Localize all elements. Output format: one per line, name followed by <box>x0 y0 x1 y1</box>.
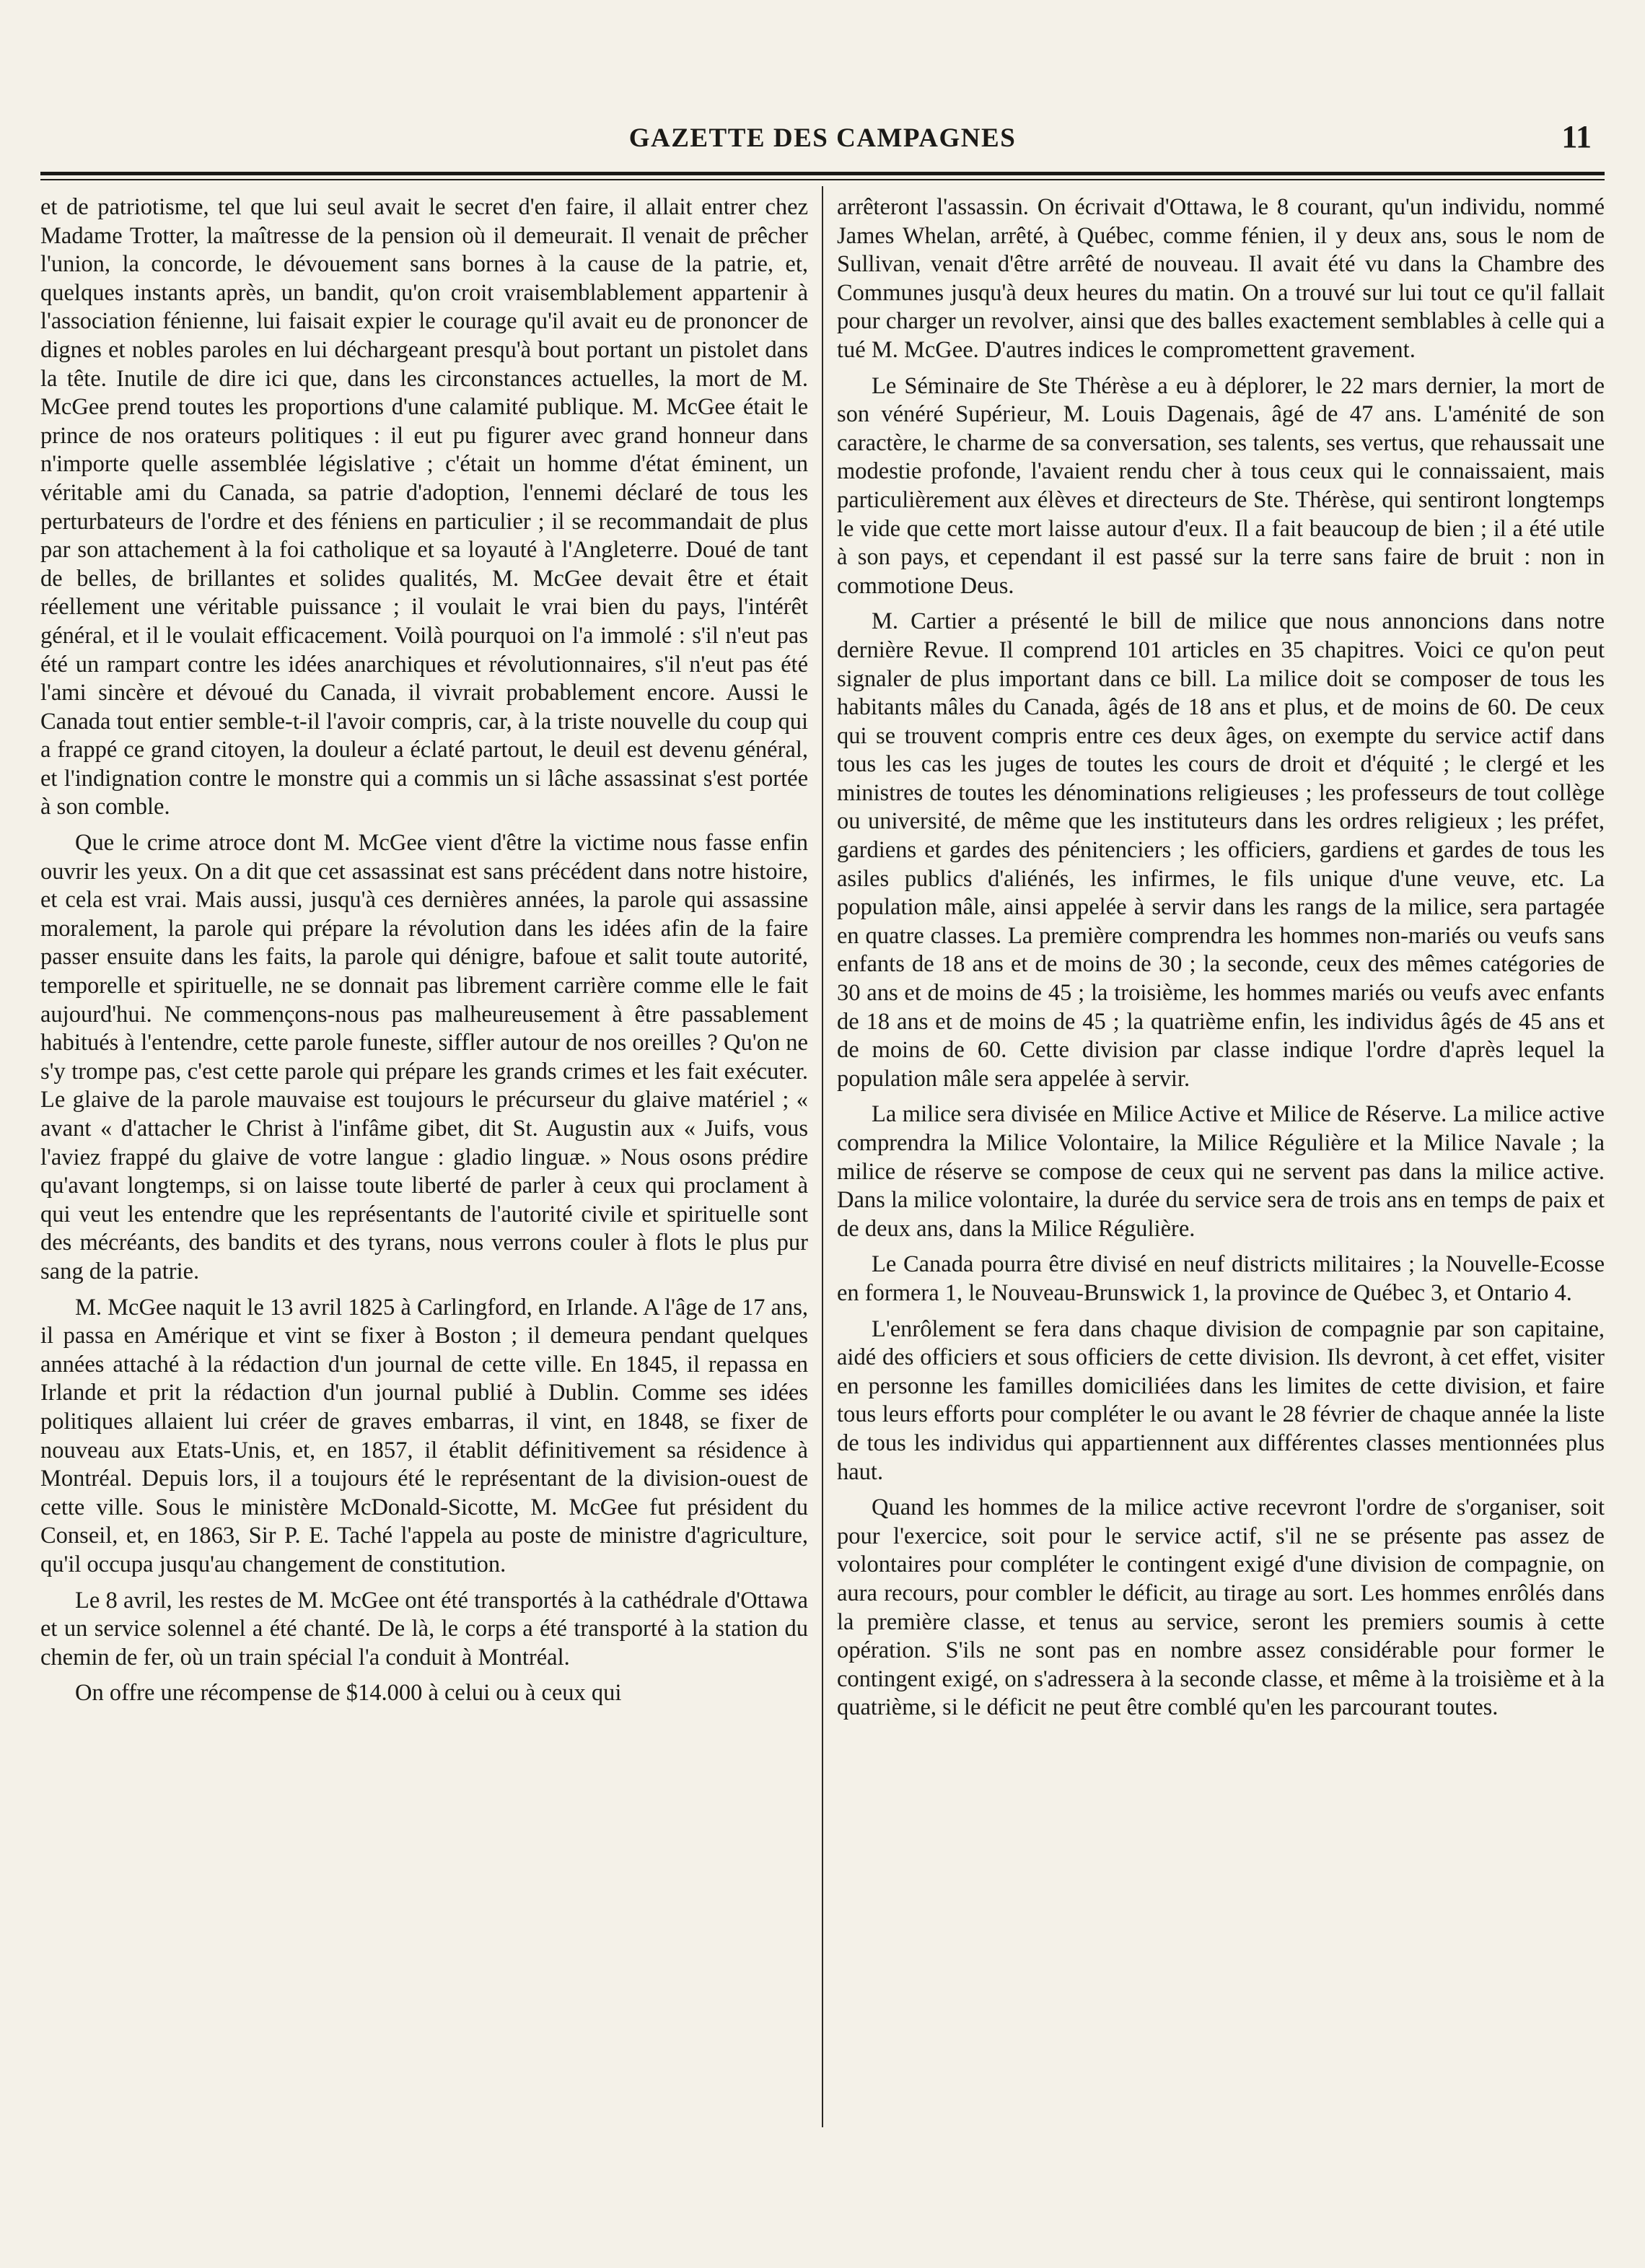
paragraph: Le Séminaire de Ste Thérèse a eu à déplorer, le 22 mars dernier, la mort de son vénéré Supérieur, M. Louis Dagenais, âgé de 47 ans. L'aménité de son caractère, le charme de sa conversation, ses talents, ses vertus, que rehaussait une modestie profonde, l'avaient rendu cher à tous ceux qui le connaissaient, mais particulièrement aux élèves et directeurs de Ste. Thérèse, qui sentiront longtemps le vide que cette mort laisse autour d'eux. Il a fait beaucoup de bien ; il a été utile à son pays, et cependant il est passé sur la terre sans faire de bruit : non in commotione Deus. <box>837 372 1605 599</box>
paragraph: M. Cartier a présenté le bill de milice que nous annoncions dans notre dernière Revue. Il comprend 101 articles en 35 chapitres. Voici ce qu'on peut signaler de plus important dans ce bill. La milice doit se composer de tous les habitants mâles du Canada, âgés de 18 ans et plus, et de moins de 60. De ceux qui se trouvent compris entre ces deux âges, on exempte du service actif dans tous les cas les juges de toutes les cours de droit et d'équité ; le clergé et les ministres de toutes les dénominations religieuses ; les professeurs de tout collège ou université, de même que les instituteurs dans les ordres religieux ; les préfet, gardiens et gardes des pénitenciers ; les officiers, gardiens et gardes de tous les asiles publics d'aliénés, les infirmes, le fils unique d'une veuve, etc. La population mâle, ainsi appelée à servir dans les rangs de la milice, sera partagée en quatre classes. La première comprendra les hommes non-mariés ou veufs sans enfants de 18 ans et de moins de 30 ; la seconde, ceux des mêmes catégories de 30 ans et de moins de 45 ; la troisième, les hommes mariés ou veufs avec enfants de 18 ans et de moins de 45 ; la quatrième enfin, les individus âgés de 45 ans et de moins de 60. Cette division par classe indique l'ordre d'après lequel la population mâle sera appelée à servir. <box>837 608 1605 1092</box>
running-title: GAZETTE DES CAMPAGNES <box>628 123 1017 153</box>
paragraph: La milice sera divisée en Milice Active et Milice de Réserve. La milice active comprendra la Milice Volontaire, la Milice Régulière et la Milice Navale ; la milice de réserve se compose de ceux qui ne servent pas dans la milice active. Dans la milice volontaire, la durée du service sera de trois ans en temps de paix et de deux ans, dans la Milice Régulière. <box>837 1101 1605 1242</box>
paragraph: Que le crime atroce dont M. McGee vient d'être la victime nous fasse enfin ouvrir les yeux. On a dit que cet assassinat est sans précédent dans notre histoire, et cela est vrai. Mais aussi, jusqu'à ces dernières années, la parole qui assassine moralement, la parole qui prépare la révolution dans les idées afin de la faire passer ensuite dans les faits, la parole qui dénigre, bafoue et salit toute autorité, temporelle et spirituelle, ne se donnait pas librement carrière comme elle le fait aujourd'hui. Ne commençons-nous pas malheureusement à être passablement habitués à l'entendre, cette parole funeste, siffler autour de nos oreilles ? Qu'on ne s'y trompe pas, c'est cette parole qui prépare les grands crimes et les fait exécuter. Le glaive de la parole mauvaise est toujours le précurseur du glaive matériel ; « avant « d'attacher le Christ à l'infâme gibet, dit St. Augustin aux « Juifs, vous l'aviez frappé du glaive de votre langue : gladio linguæ. » Nous osons prédire qu'avant longtemps, si on laisse toute liberté de parler à ceux qui proclament à qui veut les entendre que les représentants de l'autorité civile et spirituelle sont des mécréants, des bandits et des tyrans, nous verrons couler à flots le plus pur sang de la patrie. <box>40 830 808 1284</box>
paragraph: Quand les hommes de la milice active recevront l'ordre de s'organiser, soit pour l'exercice, soit pour le service actif, s'il ne se présente pas assez de volontaires pour compléter le contingent exigé d'une division de compagnie, on aura recours, pour combler le déficit, au tirage au sort. Les hommes enrôlés dans la première classe, et tenus au service, seront les premiers soumis à cette opération. S'ils ne sont pas en nombre assez considérable pour former le contingent exigé, on s'adressera à la seconde classe, et même à la troisième et à la quatrième, si le déficit ne peut être comblé qu'en les parcourant toutes. <box>837 1494 1605 1721</box>
paragraph: M. McGee naquit le 13 avril 1825 à Carlingford, en Irlande. A l'âge de 17 ans, il passa en Amérique et vint se fixer à Boston ; il demeura pendant quelques années attaché à la rédaction d'un journal de cette ville. En 1845, il repassa en Irlande et prit la rédaction d'un journal publié à Dublin. Comme ses idées politiques allaient lui créer de graves embarras, il vint, en 1848, se fixer de nouveau aux Etats-Unis, et, en 1857, il établit définitivement sa résidence à Montréal. Depuis lors, il a toujours été le représentant de la division-ouest de cette ville. Sous le ministère McDonald-Sicotte, M. McGee fut président du Conseil, et, en 1863, Sir P. E. Taché l'appela au poste de ministre d'agriculture, qu'il occupa jusqu'au changement de constitution. <box>40 1294 808 1577</box>
paragraph: Le 8 avril, les restes de M. McGee ont été transportés à la cathédrale d'Ottawa et un service solennel a été chanté. De là, le corps a été transporté à la station du chemin de fer, où un train spécial l'a conduit à Montréal. <box>40 1587 808 1671</box>
paragraph: arrêteront l'assassin. On écrivait d'Ottawa, le 8 courant, qu'un individu, nommé James Whelan, arrêté, à Québec, comme fénien, il y deux ans, sous le nom de Sullivan, venait d'être arrêté de nouveau. Il avait été vu dans la Chambre des Communes jusqu'à deux heures du matin. On a trouvé sur lui tout ce qu'il fallait pour charger un revolver, ainsi que des balles exactement semblables à celle qui a tué M. McGee. D'autres indices le compromettent gravement. <box>837 194 1605 363</box>
article-columns <box>40 193 1605 2142</box>
right-column <box>837 193 1605 2142</box>
page-number: 11 <box>1561 119 1592 154</box>
paragraph: On offre une récompense de $14.000 à celui ou à ceux qui <box>75 1680 622 1707</box>
paragraph: et de patriotisme, tel que lui seul avait le secret d'en faire, il allait entrer chez Madame Trotter, la maîtresse de la pension où il demeurait. Il venait de prêcher l'union, la concorde, le dévouement sans bornes à la cause de la patrie, et, quelques instants après, un bandit, qu'on croit vraisemblablement appartenir à l'association fénienne, lui faisait expier le courage qu'il avait eu de prononcer de dignes et nobles paroles en lui déchargeant presqu'à bout portant un pistolet dans la tête. Inutile de dire ici que, dans les circonstances actuelles, la mort de M. McGee prend toutes les proportions d'une calamité publique. M. McGee était le prince de nos orateurs politiques : il eut pu figurer avec grand honneur dans n'importe quelle assemblée législative ; c'était un homme d'état éminent, un véritable ami du Canada, sa patrie d'adoption, l'ennemi déclaré de tous les perturbateurs de l'ordre et des féniens en particulier ; il se recommandait de plus par son attachement à la foi catholique et sa loyauté à l'Angleterre. Doué de tant de belles, de brillantes et solides qualités, M. McGee devait être et était réellement une véritable puissance ; il voulait le vrai bien du pays, l'intérêt général, et il le voulait efficacement. Voilà pourquoi on l'a immolé : s'il n'eut pas été un rampart contre les idées anarchiques et révolutionnaires, s'il n'eut pas été l'ami sincère et dévoué du Canada, il vivrait probablement encore. Aussi le Canada tout entier semble-t-il l'avoir compris, car, à la triste nouvelle du coup qui a frappé ce grand citoyen, la douleur a éclaté partout, le deuil est devenu général, et l'indignation contre le monstre qui a commis un si lâche assassinat s'est portée à son comble. <box>40 194 808 820</box>
column-divider <box>822 186 823 2127</box>
header-rule-thin <box>40 179 1605 180</box>
header-rule-thick <box>40 172 1605 175</box>
paragraph: L'enrôlement se fera dans chaque division de compagnie par son capitaine, aidé des officiers et sous officiers de cette division. Ils devront, à cet effet, visiter en personne les familles domiciliées dans les limites de cette division, et faire tous leurs efforts pour compléter le ou avant le 28 février de chaque année la liste de tous les individus qui appartiennent aux différentes classes mentionnées plus haut. <box>837 1315 1605 1485</box>
paragraph: Le Canada pourra être divisé en neuf districts militaires ; la Nouvelle-Ecosse en formera 1, le Nouveau-Brunswick 1, la province de Québec 3, et Ontario 4. <box>837 1251 1605 1306</box>
left-column <box>40 193 808 2142</box>
page-header <box>40 115 1605 166</box>
